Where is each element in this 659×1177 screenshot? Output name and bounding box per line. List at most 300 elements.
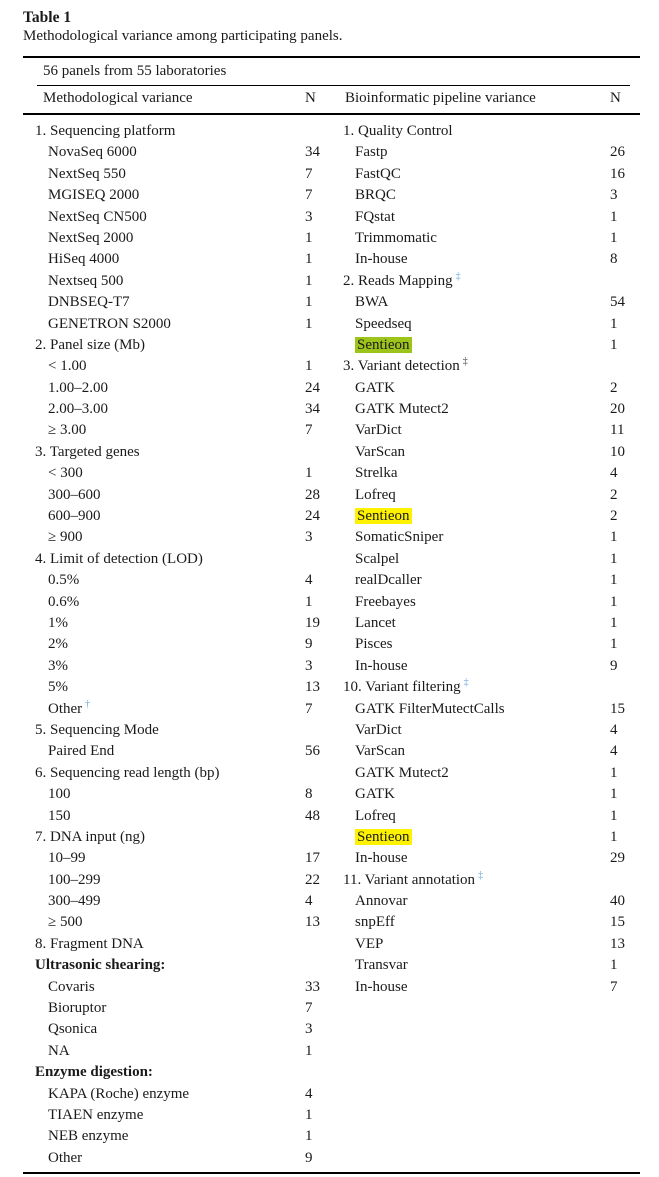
footnote-marker: ‡ <box>455 270 461 282</box>
row-label-text: 2.00–3.00 <box>48 401 108 418</box>
table-row <box>23 121 330 142</box>
table-row <box>23 1105 330 1126</box>
row-label-text: 2. Panel size (Mb) <box>35 336 145 353</box>
row-label-text: 1% <box>48 614 68 631</box>
row-label <box>330 934 383 955</box>
row-label-text: 100 <box>48 786 71 803</box>
row-label <box>330 399 449 420</box>
row-label <box>330 506 412 527</box>
row-label-text: 11. Variant annotation <box>343 871 476 888</box>
table-caption-block <box>23 8 659 46</box>
row-count: 9 <box>610 657 618 674</box>
row-count: 15 <box>610 914 625 931</box>
row-label-text: Other <box>48 1149 83 1166</box>
table-row <box>23 314 330 335</box>
row-label-text: 4. Limit of detection (LOD) <box>35 550 203 567</box>
row-label <box>330 870 483 891</box>
table-row <box>23 485 330 506</box>
table-row <box>23 699 330 720</box>
row-count: 1 <box>305 1128 313 1145</box>
row-label-text: 10. Variant filtering <box>343 679 461 696</box>
row-count: 2 <box>610 508 618 525</box>
row-label <box>23 934 144 955</box>
table-row <box>330 485 640 506</box>
row-label <box>23 955 165 976</box>
row-count: 34 <box>305 144 320 161</box>
row-label-text: GATK Mutect2 <box>355 401 449 418</box>
table-row <box>23 763 330 784</box>
table-row <box>23 527 330 548</box>
row-label-text: DNBSEQ-T7 <box>48 294 130 311</box>
row-label-text: 100–299 <box>48 871 101 888</box>
row-label <box>330 207 395 228</box>
row-label-text: 5. Sequencing Mode <box>35 721 159 738</box>
row-label-text: TIAEN enzyme <box>48 1106 144 1123</box>
row-count: 22 <box>305 871 320 888</box>
row-count: 1 <box>305 358 313 375</box>
table-row <box>23 998 330 1019</box>
footnote-marker: † <box>85 698 91 710</box>
row-count: 3 <box>305 208 313 225</box>
row-count: 20 <box>610 401 625 418</box>
row-label-text: 5% <box>48 679 68 696</box>
row-count: 1 <box>610 957 618 974</box>
row-count: 1 <box>305 294 313 311</box>
column-header-bioinformatic-pipeline-variance: Bioinformatic pipeline variance <box>345 90 536 106</box>
table-row <box>23 463 330 484</box>
row-label-text: Scalpel <box>355 550 400 567</box>
row-label-text: NextSeq 2000 <box>48 229 134 246</box>
row-label <box>330 335 412 356</box>
table-row <box>23 506 330 527</box>
table-row <box>330 249 640 270</box>
row-count: 1 <box>610 764 618 781</box>
row-count: 3 <box>305 529 313 546</box>
table-row <box>330 934 640 955</box>
table-title: Table 1 <box>23 9 72 26</box>
table-row <box>23 912 330 933</box>
table-row <box>23 656 330 677</box>
row-label <box>330 185 396 206</box>
row-count: 3 <box>305 657 313 674</box>
row-label <box>330 463 398 484</box>
row-label-text: Pisces <box>355 636 393 653</box>
table-row <box>330 870 640 891</box>
row-label <box>23 399 108 420</box>
row-count: 1 <box>305 229 313 246</box>
row-label <box>23 292 130 313</box>
row-label <box>23 912 82 933</box>
table-row <box>23 228 330 249</box>
row-label <box>330 592 416 613</box>
table-row <box>330 378 640 399</box>
row-label-text: < 1.00 <box>48 358 87 375</box>
table-row <box>330 527 640 548</box>
row-label <box>330 848 408 869</box>
bioinformatic-pipeline-column <box>330 121 640 1169</box>
table-row <box>330 570 640 591</box>
row-label <box>23 527 82 548</box>
row-label <box>23 142 137 163</box>
row-count: 13 <box>305 679 320 696</box>
row-count: 1 <box>305 315 313 332</box>
row-label <box>330 271 461 292</box>
table-row <box>23 356 330 377</box>
row-label <box>330 912 395 933</box>
table-row <box>330 314 640 335</box>
row-label-text: 1. Quality Control <box>343 123 453 139</box>
row-count: 33 <box>305 978 320 995</box>
table-row <box>330 463 640 484</box>
row-label-text: MGISEQ 2000 <box>48 187 140 204</box>
row-count: 1 <box>610 593 618 610</box>
row-count: 1 <box>610 786 618 803</box>
row-count: 29 <box>610 850 625 867</box>
row-count: 11 <box>610 422 625 439</box>
row-count: 13 <box>305 914 320 931</box>
row-label-text: NEB enzyme <box>48 1128 129 1145</box>
row-label-text: Enzyme digestion: <box>35 1064 153 1081</box>
row-label <box>330 955 408 976</box>
table-row <box>330 827 640 848</box>
row-label <box>330 485 396 506</box>
row-label-text: GENETRON S2000 <box>48 315 171 332</box>
row-label <box>23 592 79 613</box>
row-label-text: FQstat <box>355 208 396 225</box>
row-label <box>23 870 101 891</box>
row-label <box>330 420 402 441</box>
row-label-text: 3. Variant detection <box>343 358 460 375</box>
row-label-text: In-house <box>355 978 408 995</box>
table-row <box>23 549 330 570</box>
row-label <box>23 613 68 634</box>
row-label-text: Strelka <box>355 465 398 482</box>
row-label <box>330 527 443 548</box>
row-label <box>330 314 412 335</box>
row-label <box>330 292 388 313</box>
row-count: 13 <box>610 935 625 952</box>
row-label <box>330 806 396 827</box>
row-label-text: 600–900 <box>48 508 101 525</box>
row-label-text: GATK Mutect2 <box>355 764 449 781</box>
table-row <box>330 634 640 655</box>
row-label-text: 3. Targeted genes <box>35 443 140 460</box>
row-label <box>23 1126 128 1147</box>
table-body <box>23 115 640 1172</box>
row-label <box>23 634 68 655</box>
row-count: 1 <box>610 572 618 589</box>
table-span-header: 56 panels from 55 laboratories <box>43 63 227 79</box>
row-label-text: Nextseq 500 <box>48 272 124 289</box>
row-label-text: In-house <box>355 251 408 268</box>
table-bottom-rule <box>23 1172 640 1174</box>
table-row <box>23 677 330 698</box>
table-row <box>330 399 640 420</box>
column-header-n-left: N <box>305 90 316 106</box>
table-row <box>330 335 640 356</box>
row-label-text: VarScan <box>355 443 405 460</box>
row-label <box>23 1084 189 1105</box>
row-count: 15 <box>610 700 625 717</box>
table <box>23 56 640 1174</box>
row-label <box>330 634 393 655</box>
row-count: 9 <box>305 636 313 653</box>
table-row <box>23 784 330 805</box>
row-count: 8 <box>610 251 618 268</box>
row-count: 7 <box>305 422 313 439</box>
table-row <box>330 142 640 163</box>
row-count: 1 <box>610 828 618 845</box>
table-row <box>23 249 330 270</box>
row-label-text: Paired End <box>48 743 115 760</box>
highlighted-row-label-text: Sentieon <box>357 828 410 845</box>
table-row <box>330 592 640 613</box>
table-row <box>330 955 640 976</box>
table-row <box>330 420 640 441</box>
row-label <box>23 1105 143 1126</box>
row-label <box>330 741 405 762</box>
row-label-text: 6. Sequencing read length (bp) <box>35 764 220 781</box>
row-label-text: VarScan <box>355 743 405 760</box>
table-subtitle: Methodological variance among participating panels. <box>23 28 343 44</box>
table-row <box>23 1041 330 1062</box>
row-count: 2 <box>610 486 618 503</box>
row-label-text: Covaris <box>48 978 95 995</box>
table-row <box>23 1019 330 1040</box>
row-label-text: ≥ 500 <box>48 914 83 931</box>
row-label-text: SomaticSniper <box>355 529 444 546</box>
table-row <box>23 1062 330 1083</box>
row-count: 3 <box>305 1021 313 1038</box>
row-label-text: BRQC <box>355 187 396 204</box>
table-row <box>330 699 640 720</box>
table-row <box>23 634 330 655</box>
row-label-text: KAPA (Roche) enzyme <box>48 1085 190 1102</box>
table-row <box>330 720 640 741</box>
row-label <box>330 891 408 912</box>
table-row <box>23 292 330 313</box>
row-label <box>23 463 83 484</box>
row-count: 4 <box>305 893 313 910</box>
row-label-text: NA <box>48 1042 70 1059</box>
footnote-marker: ‡ <box>463 677 469 689</box>
row-label <box>23 806 71 827</box>
table-row <box>23 934 330 955</box>
table-row <box>23 827 330 848</box>
row-label <box>23 442 140 463</box>
row-count: 4 <box>610 465 618 482</box>
row-count: 54 <box>610 294 625 311</box>
highlighted-row-label-text: Sentieon <box>357 508 410 525</box>
row-count: 28 <box>305 486 320 503</box>
row-label-text: NextSeq 550 <box>48 165 126 182</box>
table-row <box>330 848 640 869</box>
row-label <box>23 164 126 185</box>
row-label <box>23 741 114 762</box>
row-label <box>23 1041 70 1062</box>
table-row <box>23 720 330 741</box>
table-row <box>330 784 640 805</box>
column-header-n-right: N <box>610 90 621 106</box>
table-row <box>330 677 640 698</box>
row-count: 26 <box>610 144 625 161</box>
table-row <box>23 185 330 206</box>
row-label <box>330 549 399 570</box>
row-count: 1 <box>610 807 618 824</box>
row-count: 40 <box>610 893 625 910</box>
row-label <box>23 378 108 399</box>
row-label <box>330 356 468 377</box>
row-label <box>330 720 402 741</box>
row-count: 4 <box>305 1085 313 1102</box>
table-row <box>330 763 640 784</box>
row-label-text: Ultrasonic shearing: <box>35 957 166 974</box>
table-row <box>23 806 330 827</box>
table-row <box>23 592 330 613</box>
row-label-text: Freebayes <box>355 593 416 610</box>
table-row <box>330 741 640 762</box>
row-label-text: 0.6% <box>48 593 80 610</box>
table-row <box>23 1084 330 1105</box>
table-row <box>23 164 330 185</box>
row-count: 1 <box>305 1042 313 1059</box>
table-row <box>23 891 330 912</box>
row-label-text: Annovar <box>355 893 408 910</box>
row-label-text: Lofreq <box>355 807 396 824</box>
table-row <box>330 271 640 292</box>
row-count: 1 <box>305 272 313 289</box>
table-row <box>23 399 330 420</box>
row-label <box>23 506 101 527</box>
row-count: 2 <box>610 379 618 396</box>
table-row <box>330 806 640 827</box>
row-label <box>330 699 505 720</box>
row-label-text: Fastp <box>355 144 388 161</box>
row-count: 19 <box>305 614 320 631</box>
row-label <box>23 763 220 784</box>
row-label <box>23 1148 82 1169</box>
row-label <box>330 570 422 591</box>
row-label-text: Transvar <box>355 957 408 974</box>
methodological-variance-column <box>23 121 330 1169</box>
row-label-text: GATK <box>355 379 395 396</box>
row-label <box>330 613 396 634</box>
row-count: 1 <box>610 529 618 546</box>
table-row <box>23 207 330 228</box>
row-label-text: Speedseq <box>355 315 412 332</box>
row-label <box>23 720 159 741</box>
row-count: 7 <box>305 165 313 182</box>
row-label-text: Lancet <box>355 614 396 631</box>
row-label-text: Lofreq <box>355 486 396 503</box>
row-label <box>330 164 401 185</box>
table-row <box>23 442 330 463</box>
row-label <box>23 656 68 677</box>
row-count: 1 <box>610 636 618 653</box>
row-label <box>23 420 86 441</box>
footnote-marker: ‡ <box>478 869 484 881</box>
row-label-text: In-house <box>355 657 408 674</box>
row-label <box>23 485 101 506</box>
row-count: 4 <box>305 572 313 589</box>
row-count: 3 <box>610 187 618 204</box>
row-label-text: snpEff <box>355 914 395 931</box>
table-row <box>330 185 640 206</box>
row-label-text: BWA <box>355 294 389 311</box>
row-label <box>23 1062 153 1083</box>
table-row <box>330 977 640 998</box>
table-row <box>23 613 330 634</box>
row-label-text: FastQC <box>355 165 401 182</box>
table-row <box>23 955 330 976</box>
row-label <box>330 656 408 677</box>
row-label-text: ≥ 900 <box>48 529 83 546</box>
row-count: 7 <box>305 700 313 717</box>
row-label-text: Other <box>48 700 83 717</box>
row-count: 7 <box>610 978 618 995</box>
row-label <box>23 121 175 142</box>
row-label-text: In-house <box>355 850 408 867</box>
row-label-text: 3% <box>48 657 68 674</box>
table-row <box>330 656 640 677</box>
table-row <box>23 870 330 891</box>
row-label-text: 0.5% <box>48 572 80 589</box>
row-count: 1 <box>610 336 618 353</box>
row-label-text: 2% <box>48 636 68 653</box>
row-label <box>23 271 123 292</box>
row-label <box>23 185 139 206</box>
row-count: 1 <box>610 208 618 225</box>
row-label <box>23 977 95 998</box>
table-row <box>23 741 330 762</box>
table-row <box>23 570 330 591</box>
row-count: 10 <box>610 443 625 460</box>
row-count: 1 <box>610 614 618 631</box>
table-row <box>23 335 330 356</box>
row-count: 56 <box>305 743 320 760</box>
table-row <box>330 912 640 933</box>
row-label <box>23 228 133 249</box>
row-label-text: NovaSeq 6000 <box>48 144 137 161</box>
row-count: 1 <box>305 593 313 610</box>
table-row <box>23 420 330 441</box>
row-label <box>23 335 145 356</box>
row-label <box>23 677 68 698</box>
row-label-text: < 300 <box>48 465 83 482</box>
table-row <box>330 228 640 249</box>
row-label <box>23 549 203 570</box>
row-count: 17 <box>305 850 320 867</box>
row-label <box>23 570 79 591</box>
row-count: 4 <box>610 721 618 738</box>
row-label-text: Qsonica <box>48 1021 98 1038</box>
highlighted-row-label-text: Sentieon <box>357 336 410 353</box>
row-label-text: HiSeq 4000 <box>48 251 120 268</box>
row-label-text: 10–99 <box>48 850 86 867</box>
column-header-methodological-variance: Methodological variance <box>43 90 193 106</box>
row-label <box>330 121 453 142</box>
row-label <box>23 784 71 805</box>
table-row <box>330 891 640 912</box>
table-row <box>23 1148 330 1169</box>
row-count: 34 <box>305 401 320 418</box>
row-label <box>330 784 395 805</box>
table-row <box>23 848 330 869</box>
row-label <box>23 249 119 270</box>
row-label <box>23 848 86 869</box>
row-count: 4 <box>610 743 618 760</box>
row-count: 1 <box>610 229 618 246</box>
